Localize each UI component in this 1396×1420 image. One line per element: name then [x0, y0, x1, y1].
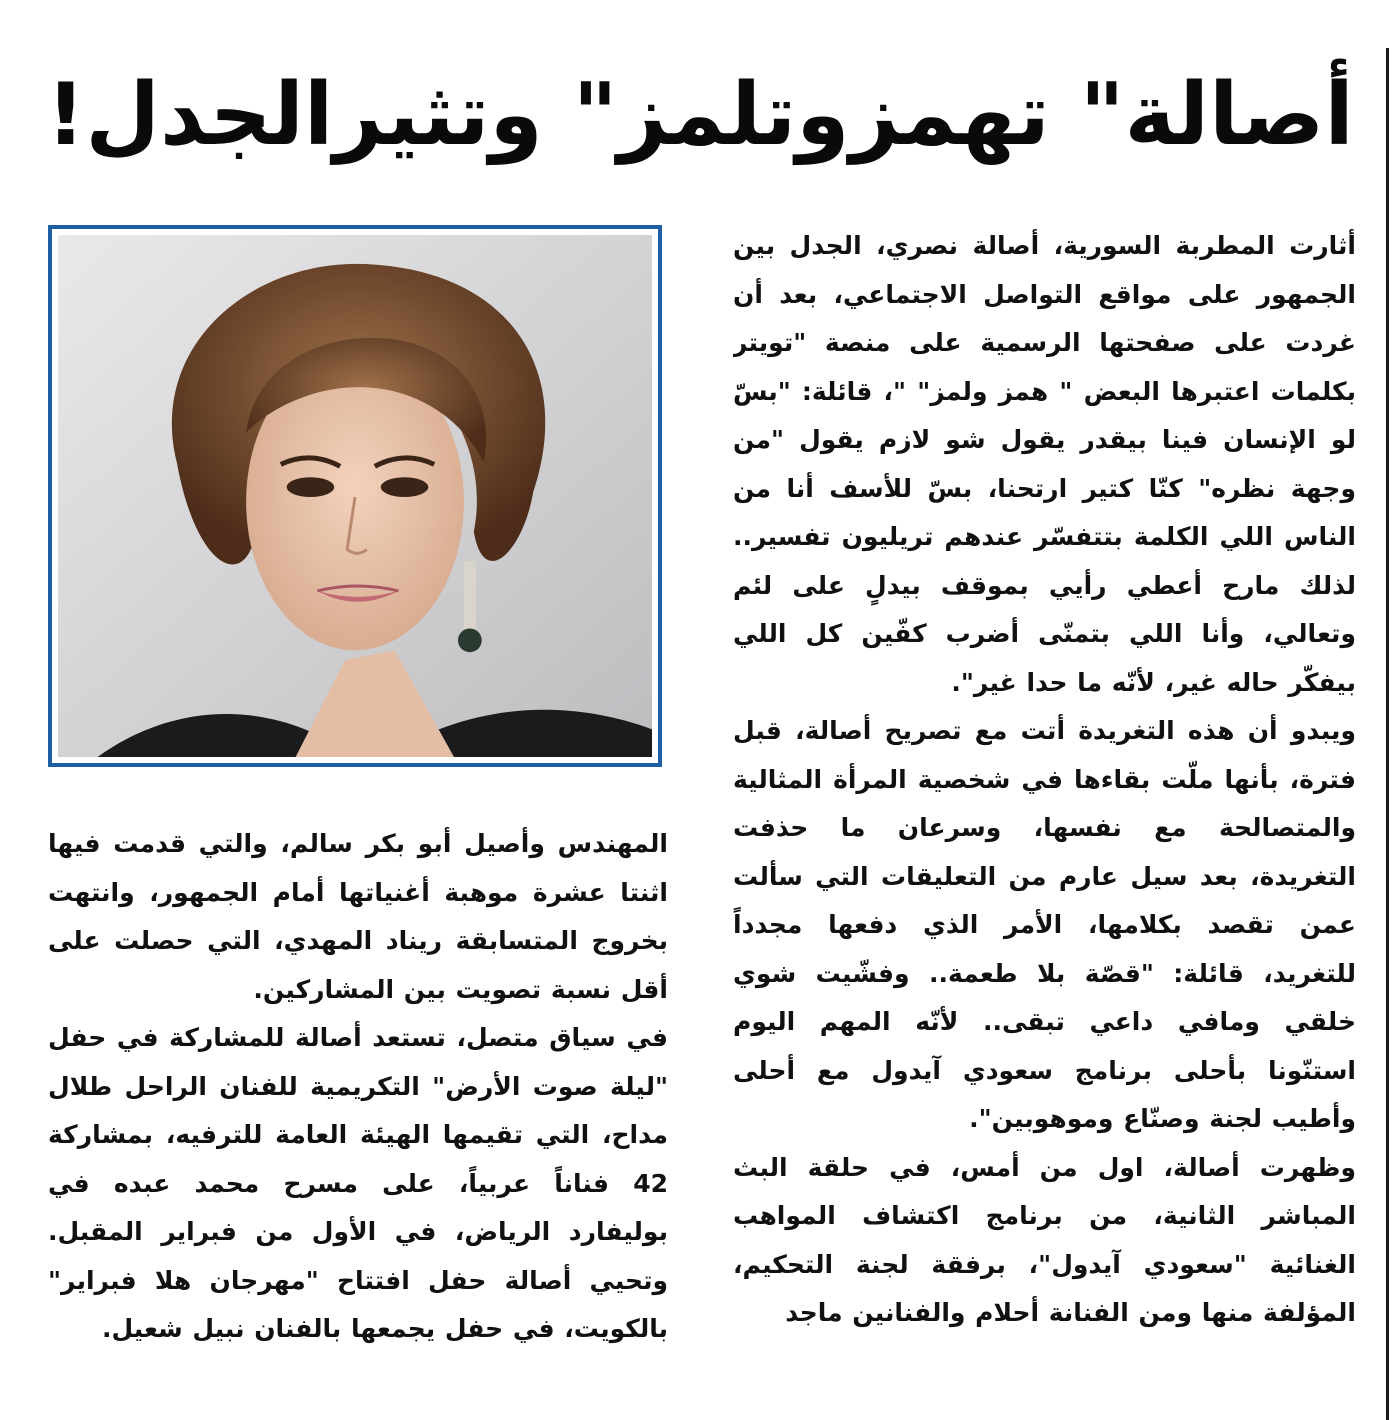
article-paragraph: أثارت المطربة السورية، أصالة نصري، الجدل بين الجمهور على مواقع التواصل الاجتماعي، بعد أن غردت على صفحتها الرسمية على منصة "تويتر بكلمات اعتبرها البعض " همز ولمز" "، قائلة: "بسّ لو الإنسان فينا بيقدر يقول شو لازم يقول "من وجهة نظره" كنّا كتير ارتحنا، بسّ للأسف أنا من الناس اللي الكلمة بتتفسّر عندهم تريليون تفسير.. لذلك مارح أعطي رأيي بموقف بيدلٍ على لئم وتعالي، وأنا اللي بتمنّى أضرب كفّين كل اللي بيفكّر حاله غير، لأنّه ما حدا غير". — [733, 231, 1356, 697]
article-paragraph: ويبدو أن هذه التغريدة أتت مع تصريح أصالة، قبل فترة، بأنها ملّت بقاءها في شخصية المرأة المثالية والمتصالحة مع نفسها، وسرعان ما حذفت التغريدة، بعد سيل عارم من التعليقات التي سألت عمن تقصد بكلامها، الأمر الذي دفعها مجدداً للتغريد، قائلة: "قصّة بلا طعمة.. وفشّيت شوي خلقي ومافي داعي تبقى.. لأنّه المهم اليوم استنّونا بأحلى برنامج سعودي آيدول مع أحلى وأطيب لجنة وصنّاع وموهوبين". — [733, 716, 1356, 1133]
article-photo — [48, 225, 662, 767]
article-paragraph: وظهرت أصالة، اول من أمس، في حلقة البث المباشر الثانية، من برنامج اكتشاف المواهب الغنائية "سعودي آيدول"، برفقة لجنة التحكيم، المؤلفة منها ومن الفنانة أحلام والفنانين ماجد — [733, 1152, 1356, 1327]
article-paragraph: في سياق متصل، تستعد أصالة للمشاركة في حفل "ليلة صوت الأرض" التكريمية للفنان الراحل طلال مداح، التي تقيمها الهيئة العامة للترفيه، بمشاركة 42 فناناً عربياً، على مسرح محمد عبده في بوليفارد الرياض، في الأول من فبراير المقبل. وتحيي أصالة حفل افتتاح "مهرجان هلا فبراير" بالكويت، في حفل يجمعها بالفنان نبيل شعيل. — [48, 1023, 668, 1343]
article-column-right — [733, 222, 1356, 1417]
portrait-photo — [58, 235, 652, 757]
column-rule — [1386, 48, 1389, 1420]
article-column-left — [48, 820, 668, 1400]
article-paragraph: المهندس وأصيل أبو بكر سالم، والتي قدمت فيها اثنتا عشرة موهبة أغنياتها أمام الجمهور، وانتهت بخروج المتسابقة ريناد المهدي، التي حصلت على أقل نسبة تصويت بين المشاركين. — [48, 829, 668, 1004]
article-headline: أصالة" تهمزوتلمز" وتثيرالجدل! — [46, 65, 1354, 165]
